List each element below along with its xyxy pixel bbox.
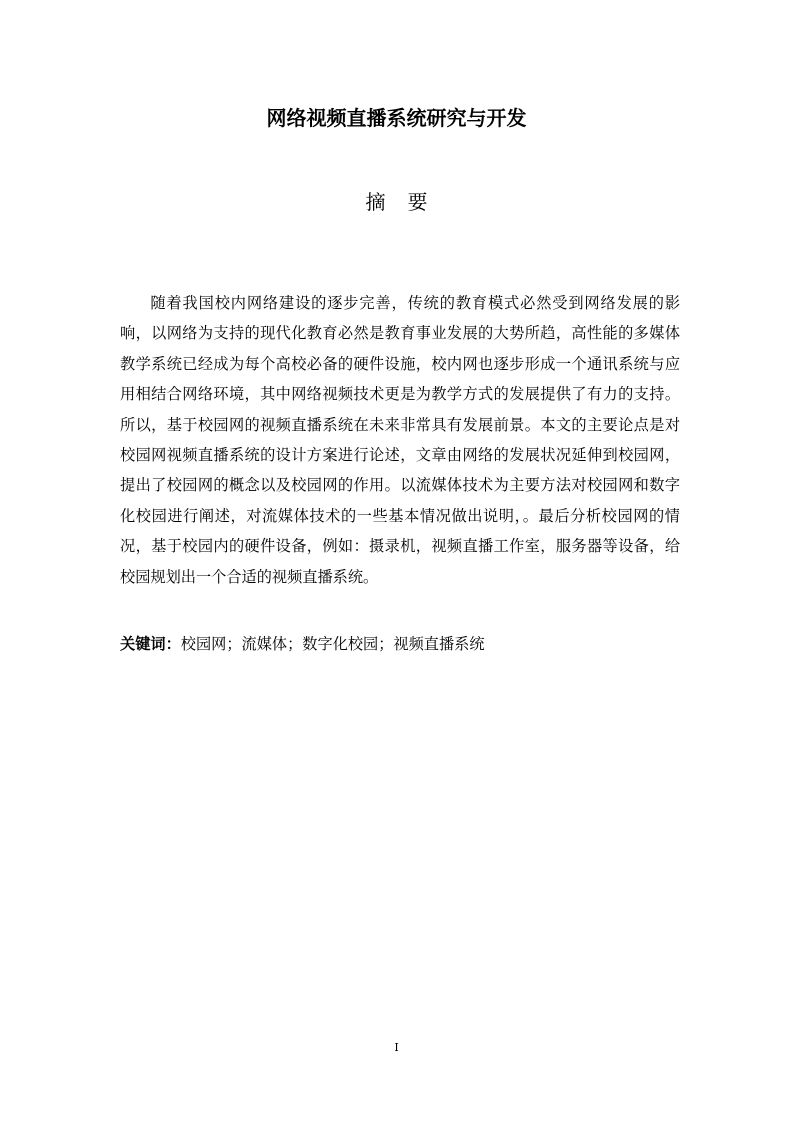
document-title: 网络视频直播系统研究与开发 (266, 106, 527, 130)
page-number: I (394, 1041, 399, 1054)
keywords-line (120, 629, 680, 659)
keywords-value: 校园网；流媒体；数字化校园；视频直播系统 (180, 635, 485, 653)
keywords-label: 关键词： (120, 635, 181, 653)
abstract-heading: 摘要 (365, 190, 450, 214)
abstract-body: 随着我国校内网络建设的逐步完善，传统的教育模式必然受到网络发展的影响，以网络为支持的现代化教育必然是教育事业发展的大势所趋，高性能的多媒体教学系统已经成为每个高校必备的硬件设施，校内网也逐步形成一个通讯系统与应用相结合网络环境，其中网络视频技术更是为教学方式的发展提供了有力的支持。所以，基于校园网的视频直播系统在未来非常具有发展前景。本文的主要论点是对校园网视频直播系统的设计方案进行论述，文章由网络的发展状况延伸到校园网，提出了校园网的概念以及校园网的作用。以流媒体技术为主要方法对校园网和数字化校园进行阐述，对流媒体技术的一些基本情况做出说明，。最后分析校园网的情况，基于校园内的硬件设备，例如：摄录机，视频直播工作室，服务器等设备，给校园规划出一个合适的视频直播系统。 (120, 294, 680, 586)
